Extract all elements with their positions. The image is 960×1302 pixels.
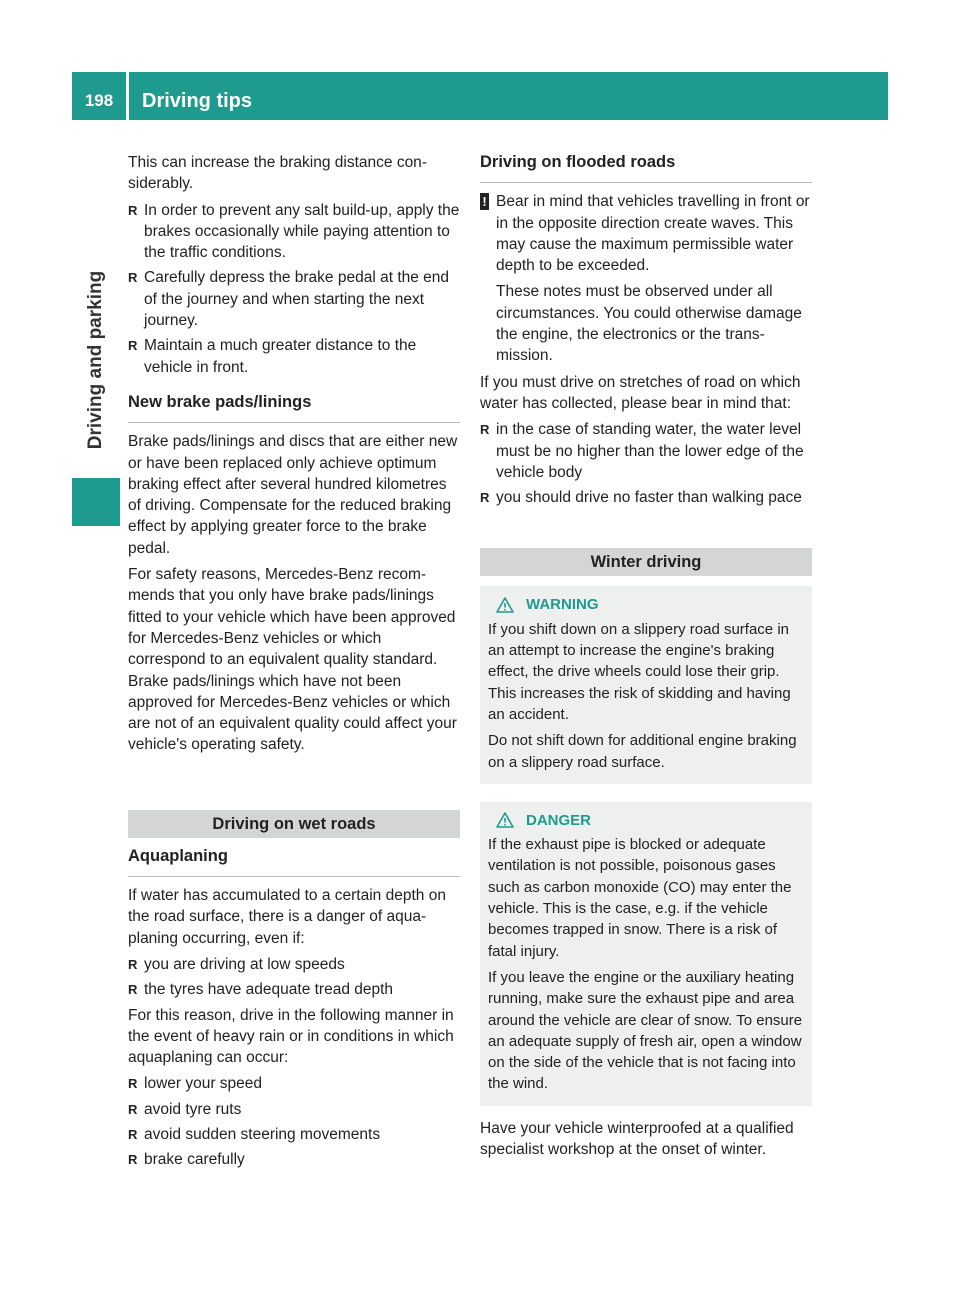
side-tab-label: Driving and parking xyxy=(85,270,106,450)
header-divider xyxy=(126,72,129,120)
list-item: R brake carefully xyxy=(128,1149,460,1170)
notice-block xyxy=(480,191,812,366)
paragraph: For this reason, drive in the following manner in the event of heavy rain or in conditions in which aquaplaning can occur: xyxy=(128,1006,454,1067)
page-header xyxy=(72,72,888,120)
side-tab xyxy=(72,244,120,476)
list-item: R Carefully depress the brake pedal at the end of the journey and when starting the next journey. xyxy=(128,267,460,331)
page-number: 198 xyxy=(84,91,114,110)
danger-header xyxy=(488,810,804,831)
left-column xyxy=(128,152,460,1175)
warning-header xyxy=(488,594,804,615)
exclamation-icon: ! xyxy=(480,193,489,210)
list-item: R Maintain a much greater distance to the vehicle in front. xyxy=(128,335,460,378)
danger-triangle-icon xyxy=(496,812,514,828)
intro-paragraph: This can increase the braking distance considerably. xyxy=(128,154,427,193)
notice-text: Bear in mind that vehicles travelling in front or in the opposite direction create waves. This may cause the maximum permissible water depth to be exceeded. xyxy=(496,193,810,275)
warning-text: If you shift down on a slippery road surface in an attempt to increase the engine's braking effect, the drive wheels could lose their grip. This increases the risk of skidding and having an accident. xyxy=(488,620,791,723)
side-tab-marker xyxy=(72,478,120,526)
paragraph: Brake pads/linings and discs that are either new or have been replaced only achieve optimum braking effect after several hundred kilometres of driving. Compensate for the reduced braking effect by applying greater force to the brake pedal. xyxy=(128,433,458,557)
list-item: R you should drive no faster than walking pace xyxy=(480,487,812,508)
list-item: R In order to prevent any salt build-up, apply the brakes occasionally while paying attention to the traffic conditions. xyxy=(128,200,460,264)
danger-box xyxy=(480,802,812,1106)
list-item: R lower your speed xyxy=(128,1073,460,1094)
list-item: R avoid tyre ruts xyxy=(128,1099,460,1120)
section-band-wet-roads: Driving on wet roads xyxy=(128,810,460,838)
list-item: R you are driving at low speeds xyxy=(128,954,460,975)
warning-label: WARNING xyxy=(526,596,599,614)
list-item: R avoid sudden steering movements xyxy=(128,1124,460,1145)
danger-label: DANGER xyxy=(526,811,592,829)
paragraph: For safety reasons, Mercedes-Benz recommends that you only have brake pads/linings fitted to your vehicle which have been approved for Mercedes-Benz vehicles or which correspond to an equivalent quality standard. Brake pads/linings which have not been approved for Mercedes-Benz vehicles or which are not of an equivalent quality could affect your vehicle's operating safety. xyxy=(128,566,457,754)
section-band-winter-driving: Winter driving xyxy=(480,548,812,576)
danger-text: If you leave the engine or the auxiliary heating running, make sure the exhaust pipe and area around the vehicle are clear of snow. To ensure an adequate supply of fresh air, open a window on the side of the vehicle that is not facing into the wind. xyxy=(488,968,803,1093)
warning-box xyxy=(480,586,812,783)
heading-flooded-roads: Driving on flooded roads xyxy=(480,152,812,183)
heading-new-brake-pads: New brake pads/linings xyxy=(128,392,460,423)
warning-triangle-icon xyxy=(496,597,514,613)
danger-text: If the exhaust pipe is blocked or adequate ventilation is not possible, poisonous gases such as carbon monoxide (CO) may enter the vehicle. This is the case, e.g. if the vehicle becomes trapped in snow. There is a risk of fatal injury. xyxy=(488,836,792,960)
heading-aquaplaning: Aquaplaning xyxy=(128,846,460,877)
list-item: R in the case of standing water, the water level must be no higher than the lower edge of the vehicle body xyxy=(480,419,812,483)
header-title: Driving tips xyxy=(142,90,253,112)
paragraph: Have your vehicle winterproofed at a qualified specialist workshop at the onset of winter. xyxy=(480,1119,794,1158)
right-column xyxy=(480,152,812,1165)
warning-text: Do not shift down for additional engine braking on a slippery road surface. xyxy=(488,732,797,771)
list-item: R the tyres have adequate tread depth xyxy=(128,979,460,1000)
paragraph: If you must drive on stretches of road on which water has collected, please bear in mind that: xyxy=(480,373,801,412)
paragraph: If water has accumulated to a certain depth on the road surface, there is a danger of aquaplaning occurring, even if: xyxy=(128,887,446,947)
notice-text: These notes must be observed under all circumstances. You could otherwise damage the engine, the electronics or the transmission. xyxy=(496,283,802,365)
